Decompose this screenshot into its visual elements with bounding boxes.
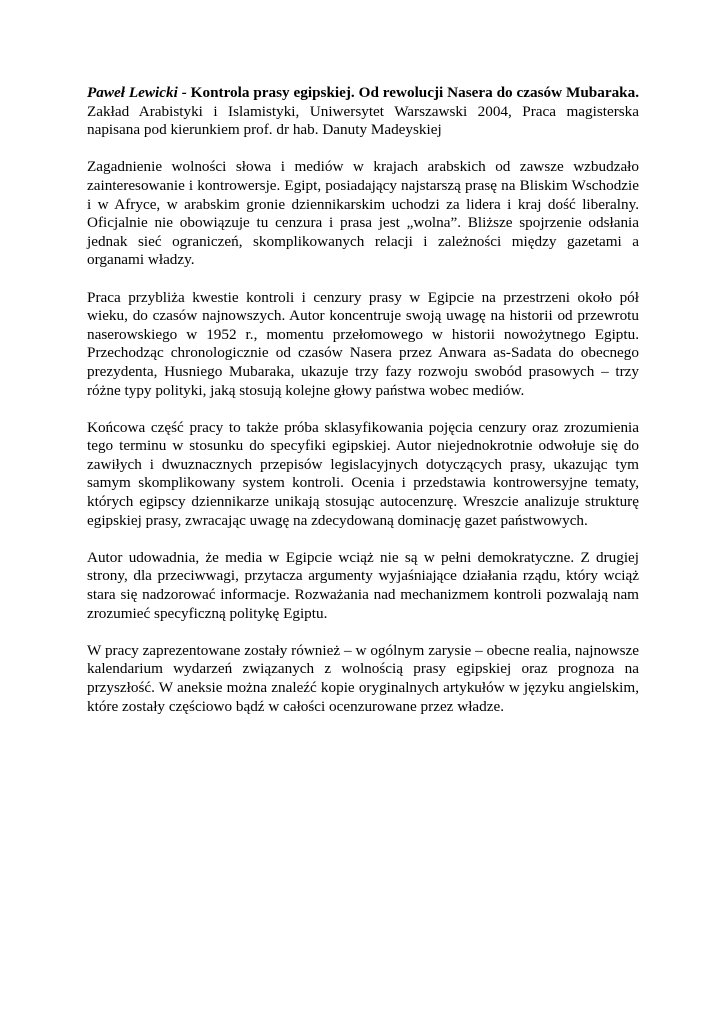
thesis-details: Zakład Arabistyki i Islamistyki, Uniwersytet Warszawski 2004, Praca magisterska napisana pod kierunkiem prof. dr hab. Danuty Madeyskiej <box>87 102 639 139</box>
paragraph-4: Autor udowadnia, że media w Egipcie wciąż nie są w pełni demokratyczne. Z drugiej strony, dla przeciwwagi, przytacza argumenty wyjaśniające działania rządu, który wciąż stara się nadzorować informacje. Rozważania nad mechanizmem kontroli pozwalają nam zrozumieć specyficzną politykę Egiptu. <box>87 548 639 622</box>
paragraph-5: W pracy zaprezentowane zostały również – w ogólnym zarysie – obecne realia, najnowsze kalendarium wydarzeń związanych z wolnością prasy egipskiej oraz prognoza na przyszłość. W aneksie można znaleźć kopie oryginalnych artykułów w języku angielskim, które zostały częściowo bądź w całości ocenzurowane przez władze. <box>87 641 639 715</box>
paragraph-3: Końcowa część pracy to także próba sklasyfikowania pojęcia cenzury oraz zrozumienia tego terminu w stosunku do specyfiki egipskiej. Autor niejednokrotnie odwołuje się do zawiłych i dwuznacznych przepisów legislacyjnych dotyczących prasy, ukazując tym samym skomplikowany system kontroli. Ocenia i przedstawia kontrowersyjne tematy, których egipscy dziennikarze unikają stosując autocenzurę. Wreszcie analizuje strukturę egipskiej prasy, zwracając uwagę na zdecydowaną dominację gazet państwowych. <box>87 418 639 529</box>
thesis-title: Kontrola prasy egipskiej. Od rewolucji Nasera do czasów Mubaraka. <box>190 84 639 101</box>
author-name: Paweł Lewicki - <box>87 84 187 101</box>
document-page <box>87 84 639 735</box>
paragraph-2: Praca przybliża kwestie kontroli i cenzury prasy w Egipcie na przestrzeni około pół wieku, do czasów najnowszych. Autor koncentruje swoją uwagę na historii od przewrotu naserowskiego w 1952 r., momentu przełomowego w historii nowożytnego Egiptu. Przechodząc chronologicznie od czasów Nasera przez Anwara as-Sadata do obecnego prezydenta, Husniego Mubaraka, ukazuje trzy fazy rozwoju swobód prasowych – trzy różne typy polityki, jaką stosują kolejne głowy państwa wobec mediów. <box>87 288 639 399</box>
paragraph-1: Zagadnienie wolności słowa i mediów w krajach arabskich od zawsze wzbudzało zainteresowanie i kontrowersje. Egipt, posiadający najstarszą prasę na Bliskim Wschodzie i w Afryce, w arabskim gronie dziennikarskim uchodzi za lidera i kraj dość liberalny. Oficjalnie nie obowiązuje tu cenzura i prasa jest „wolna”. Bliższe spojrzenie odsłania jednak sieć ograniczeń, skomplikowanych relacji i zależności między gazetami a organami władzy. <box>87 158 639 269</box>
document-header <box>87 84 639 140</box>
